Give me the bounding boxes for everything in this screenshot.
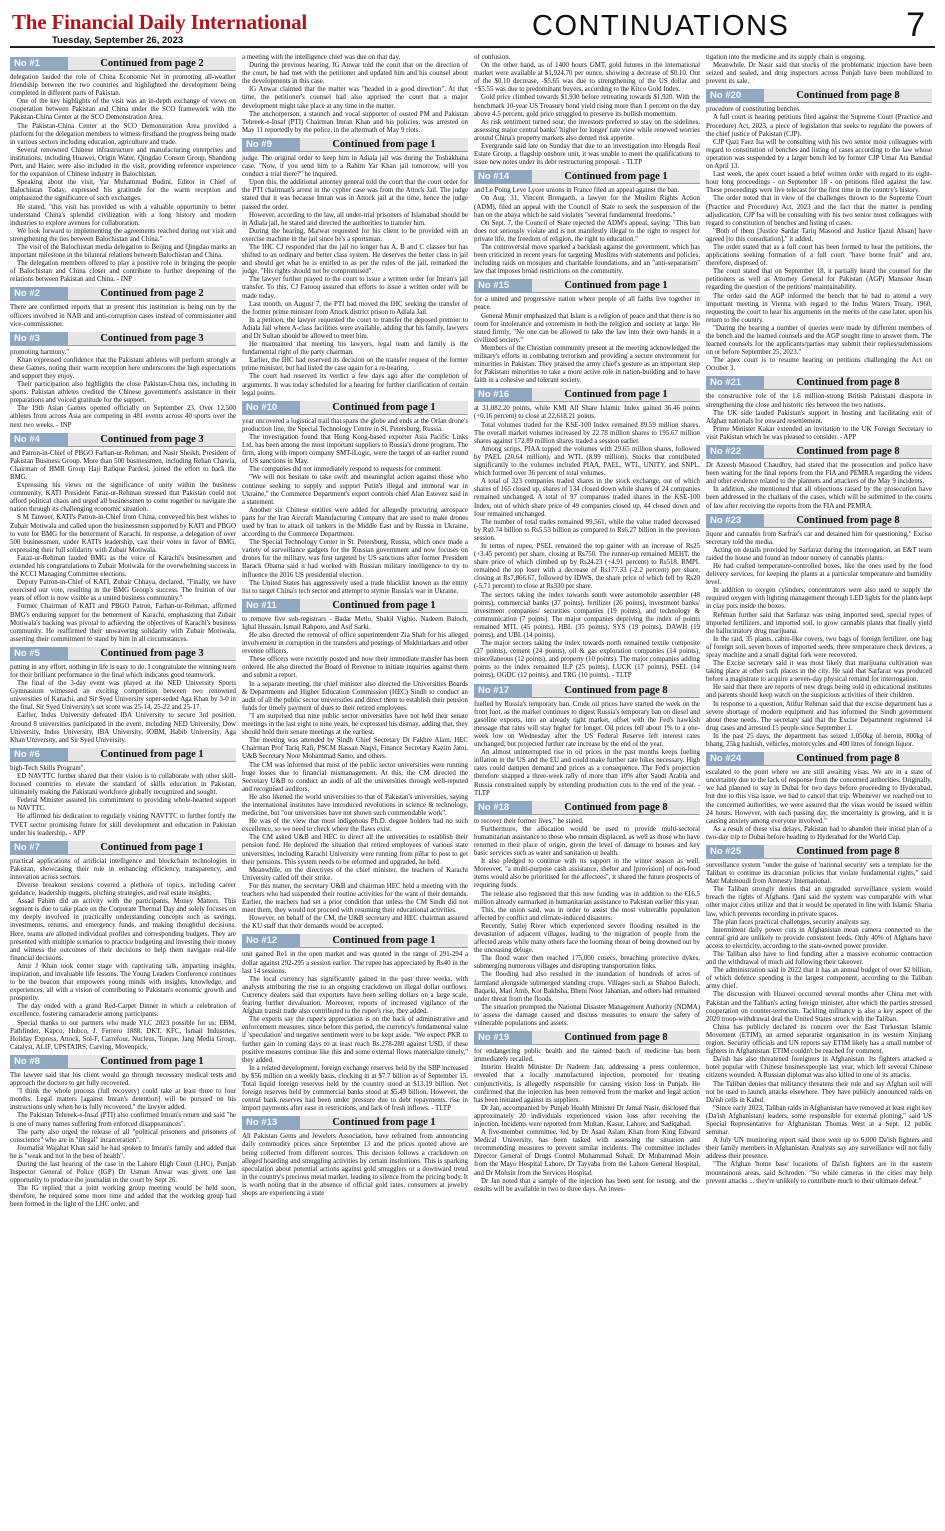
article-paragraph: Recently, Sutlej River which experienced severe flooding resulted in the devastation of adjacent villages, leading to the migration of people from the affected areas while many others face the looming threat of being drowned out by the unceasing deluge.	[474, 922, 700, 955]
continued-from-label: Continued from page 1	[68, 1055, 236, 1069]
publication-date: Tuesday, September 26, 2023	[52, 35, 184, 46]
article-paragraph: Among scrips, PIAA topped the volumes with 29.65 million shares, followed by PAEL (20.64 million), and WTL (8.99 million). Stocks that contributed significantly to the volumes included PIAA, PAEL, WTL, UNITY, and SNPL, which formed over 36 percent of total volumes.	[474, 445, 700, 478]
article-paragraph: Diverse breakout sessions covered a plethora of topics, including career guidance, leadership nuggets, pitching strategies, and real estate insights.	[10, 881, 236, 898]
article-paragraph: The lawyer said that his client would go through necessary medical tests and approach the doctors to get fully recovered.	[10, 1071, 236, 1088]
article-paragraph: practical applications of artificial intelligence and blockchain technologies in Pakistan, showcasing their role in enhancing efficiency, transparency, and innovation across sectors.	[10, 857, 236, 881]
article-paragraph: Another six Chinese entities were added for allegedly procuring aerospace parts for the Iran Aircraft Manufacturing Company that are used to make drones used by Iran to attack oil tankers in the Middle East and by Russia in Ukraine, according to the Commerce Department.	[242, 506, 468, 539]
article-number: No #11	[242, 599, 300, 613]
article-paragraph: These officers were recently posted and now their immediate transfer has been ordered. He also directed the Board of Revenue to initiate inquiries against them and submit a report.	[242, 656, 468, 680]
article-number: No #24	[706, 752, 764, 766]
article-number: No #8	[10, 1055, 68, 1069]
article-paragraph: He said that there are reports of new drugs being sold in educational institutes and parents should keep watch on the suspicious activities of their children.	[706, 684, 932, 700]
continued-from-label: Continued from page 8	[764, 752, 932, 766]
article-paragraph: The CM asked U&B and HEC to direct all the universities to establish their pension fund. He deplored the situation that retired employees of various state universities, including Karachi University were running from pillar to post to get their pensions. This system needs to be reformed and upgraded, he held.	[242, 834, 468, 866]
article-paragraph: The major sectors taking the index towards north remained textile composite (27 points), cement (24 points), oil & gas exploration companies (14 points), miscellaneous (12 points), and property (10 points). The major companies adding points to the index remained ILP (25 points), LUCK (17 points), PSEL (14 points), OGDC (12 points), and TRG (10 points). - TLTP	[474, 640, 700, 680]
article-number: No #9	[242, 138, 300, 152]
article-number: No #25	[706, 845, 764, 859]
continuation-header	[474, 388, 700, 402]
continuation-header	[474, 1031, 700, 1045]
article-paragraph: During the hearing, Marwat requested for his client to be provided with an exercise machine in the jail since he's a sportsman.	[242, 227, 468, 243]
continuation-header	[242, 138, 468, 152]
article-paragraph: and Le Poing Leve Lycee unions in France filed an appeal against the ban.	[474, 187, 680, 195]
article-paragraph: of confusion.	[474, 54, 511, 61]
article-number: No #3	[10, 332, 68, 346]
article-paragraph: escalated to the point where we are still awaiting visas. We are in a state of uncertainty due to the lack of response from the concerned authorities. Originally, we had planned to stay in Dubai for two days before proceeding to Hyderabad, but due to this visa issue, we had to cancel that trip. Whenever we reached out to the concerned authorities, we were assured that the visas would be issued within 24 hours. However, with each passing day, the uncertainty is growing, and it is causing anxiety among everyone involved."	[706, 769, 932, 825]
article-paragraph: The party also urged the release of all "political prisoners and prisoners of conscience" who are in "illegal" incarceration".	[10, 1128, 236, 1144]
article-paragraph: Last week, the apex court issued a brief written order with regard to its eight-hour long proceedings - on September 18 - on petitions filed against the law. These proceedings were live telecast for the first time in the country's history.	[706, 171, 932, 195]
article	[10, 332, 236, 430]
article-paragraph: "The Afghan 'home base' locations of Da'ish fighters are in the eastern mountainous areas, said Schroden. "So while cameras in the cities may help prevent attacks ... they're unlikely to contribute much to their ultimate defeat."	[706, 1161, 932, 1185]
article-paragraph: putting in any effort, nothing in life is easy to do. I congratulate the winning team for their brilliant performance in the final which indicates good teamwork.	[10, 663, 236, 679]
article-paragraph: We look forward to implementing the agreements reached during our visit and strengthening the ties between Balochistan and China."	[10, 227, 236, 243]
page-number: 7	[906, 6, 925, 44]
article	[10, 647, 236, 745]
article-paragraph: Dr Jan noted that a sample of the injection has been sent for testing, and the results will be available in two to three days. An inves-	[474, 1177, 700, 1193]
article	[706, 89, 932, 373]
article-number: No #2	[10, 287, 68, 301]
article-paragraph: CJP Qazi Faez Isa will be consulting with his two senior most colleagues with regard to constitution of benches and listing of cases according to the law whose operation was suspended by a larger bench led by former CJP Umar Ata Bandial on April 13.	[706, 138, 932, 171]
article	[474, 388, 700, 680]
continuation-header	[242, 934, 468, 948]
news-column	[242, 54, 468, 1526]
article-paragraph: General Munir emphasized that Islam is a religion of peace and that there is no room for intolerance and extremism in both the religion and society at large. He stated firmly, "No one can be allowed to take the law into their own hands in a civilized society."	[474, 312, 700, 344]
continuation-header	[242, 1116, 468, 1130]
continuation-header	[706, 514, 932, 528]
article-paragraph: Their participation also highlights the close Pakistan-China ties, including in sports. Pakistan athletes credited the Chinese government's assistance in their preparations and voiced gratitude for the support.	[10, 381, 236, 405]
article-paragraph: Evergrande said late on Sunday that due to an investigation into Hengda Real Estate Group, a flagship onshore unit, it was unable to meet the qualifications to issue new notes under its debt restructuring proposal. - TLTP	[474, 143, 700, 167]
article-paragraph: Interim Health Minister Dr Nadeem Jan, addressing a press conference, revealed that a locally manufactured injection, promoted for treating conjunctivitis, is allegedly responsible for causing vision loss in Punjab. He confirmed that the injection has been removed from the market and legal action has been initiated against its suppliers.	[474, 1064, 700, 1104]
continuation-header	[10, 332, 236, 346]
article-number: No #6	[10, 748, 68, 762]
article-paragraph: The sectors taking the index towards south were automobile assembler (48 points), commercial banks (37 points), fertilizer (26 points), investment banks/ investment companies/ securities companies (19 points), and technology & communication (7 points). The major companies depriving the index of points remained MTL (45 points), HBL (35 points), SYS (19 points), DAWH (19 points), and UBL (14 points).	[474, 591, 700, 639]
article-paragraph: liquor and cannabis from Sarfraz's car and detained him for questioning," Excise secretary told the media.	[706, 530, 932, 546]
continued-from-label: Continued from page 1	[300, 138, 468, 152]
article-paragraph: and Patron-in-Chief of PBGO Farhan-ur-Rehman, and Nasir Sheikh, President of Pakistan Business Group. More than 500 businessmen, including Rehan Chawla, Chairman of HMR Group Haji Rafique Pardesi, joined the effort to back the BMG.	[10, 449, 236, 481]
article-paragraph: The experts say the rupee's appreciation is on the back of administrative and enforcement measures, since before this period, the currency's fundamental value if 'speculation' and negative sentiment were to be kept aside. "We expect PKR to further gain in coming days to at least reach Rs.278-280 against USD, if these positive measures continue like this and some external flows materialize timely," they added.	[242, 1016, 468, 1064]
article-paragraph: The court stated that on September 18, it partially heard the counsel for the petitioners as well as Attorney General for Pakistan (AGP) Mansoor Awan regarding the question of the petitions' maintainability.	[706, 268, 932, 292]
continued-from-label: Continued from page 2	[68, 287, 236, 301]
article-paragraph: The apex court is to resume hearing on petitions challenging the Act on October 3.	[706, 357, 932, 373]
article-paragraph: In the raid, 35 plants, cabin-like covers, two bags of foreign fertilizer, one bag of foreign soil, seven boxes of imported seeds, three temperature check devices, a spray machine and a small digital fork were recovered.	[706, 635, 932, 659]
continuation-header	[706, 89, 932, 103]
article-paragraph: In the past 25 days, the department has seized 1,050kg of heroin, 800kg of bhang, 25kg hashish, vehicles, motorcycles and 400 litres of foreign liquor.	[706, 732, 932, 749]
article-paragraph: Gold price climbed towards $1,930 before retreating towards $1,920. With the benchmark 10-year US Treasury bond yield rising more than 1 percent on the day above 4.5 percent, gold price struggled to preserve its bullish momentum.	[474, 94, 700, 118]
article-paragraph: Amir J Khan took center stage with captivating talk, imparting insights, inspiration, and invaluable life lessons. The Young Leaders Conference continues to be the beacon that empowers young minds with insights, knowledge, and experiences, all with a vision of contributing to Pakistan's economic growth and prosperity.	[10, 962, 236, 1003]
article-number: No #10	[242, 401, 300, 415]
article-columns	[10, 54, 935, 1526]
continued-from-label: Continued from page 1	[532, 388, 700, 402]
article-paragraph: Special thanks to our partners who made YLC 2023 possible for us: EBM, Pathfinder, Kapco, Hubco, J. Ferrero 1888, DKT, KFC, Ismail Industries, Holiday Express, Attock, Sol-F, Carrefour, Nucleus, Torque, Jang Media Group, Catalyst, ALIF, UPSTAIRS, Carving, Movenpick.	[10, 1019, 236, 1051]
article-paragraph: for a united and progressive nation where people of all faiths live together in peace.	[474, 296, 700, 312]
article-paragraph: The number of total trades remained 99,561, while the value traded decreased by Rs0.74 billion to Rs5.53 billion as compared to Rs6.27 billion in the previous session.	[474, 518, 700, 542]
article-paragraph: surveillance system "under the guise of 'national security' sets a template for the Taliban to continue its draconian policies that violate fundamental rights," said Matt Mahmoudi from Amnesty International.	[706, 861, 932, 886]
article-paragraph: for endangering public health and the tainted batch of medicine has been immediately recalled.	[474, 1048, 700, 1064]
article-paragraph: The 19th Asian Games opened officially on September 23. Over 12,500 athletes from across Asia are competing in 481 events across 40 sports over the next two weeks. - INP	[10, 405, 236, 429]
article-paragraph: As risk sentiment turned sour, the investors preferred to stay on the sidelines, assessing major central banks' 'higher for longer' rate view while renewed worries around China's property markets also dented risk appetite.	[474, 118, 700, 142]
continued-from-label: Continued from page 1	[532, 170, 700, 184]
continuation-header	[706, 445, 932, 459]
article-paragraph: He also likened the world universities to that of Pakistan's universities, saying the international institutes have introduced revolutions in science & technology, medicine, but "our universities have not shown such commendable work".	[242, 793, 468, 818]
article-paragraph: The day ended with a grand Red-Carpet Dinner in which a celebration of excellence, fostering camaraderie among participants.	[10, 1003, 236, 1019]
article-paragraph: Deputy Patron-in-Chief of KATI, Zubair Chhaya, declared, "Finally, we have exercised our vote, resulting in the BMG Group's success. The fruition of our years of effort is now visible as a united business community."	[10, 579, 236, 603]
article-paragraph: For this matter, the secretary U&B and chairman HEC held a meeting with the teachers who had suspended their routine activities for the want of their demands. Earlier, the teachers had set a prior condition that unless the CM Sindh did not meet them, they would not proceed with resuming their educational activities.	[242, 882, 468, 915]
article-number: No #1	[10, 57, 68, 71]
article-number: No #18	[474, 801, 532, 815]
article-paragraph: the constructive role of the 1.6 million-strong British Pakistani diaspora in strengthening the close and historic ties between the two nations.	[706, 393, 932, 409]
article-paragraph: The United States has aggressively used a trade blacklist known as the entity list to target China's tech sector and attempt to stymie Russia's war in Ukraine.	[242, 579, 468, 595]
article-paragraph: He affirmed his dedication to regularly visiting NAVTTC to further fortify the TVET sector promising future for skill development and education in Pakistan under his leadership. - APP	[10, 813, 236, 837]
article-paragraph: Members of the Christian community present at the meeting acknowledged the military's efforts in combating terrorism and providing a secure environment for minorities in Pakistan. They praised the army chief's gesture as an important step for Pakistani minorities to take a more active role in nation-building and to have faith in a cohesive and tolerant society.	[474, 344, 700, 385]
article-number: No #22	[706, 445, 764, 459]
article-paragraph: A full court is hearing petitions filed against the Supreme Court (Practice and Procedure) Act, 2023, a piece of legislation that seeks to regulate the powers of the chief justice of Pakistan (CJP).	[706, 114, 932, 138]
article-paragraph: The Pakistan Tehreek-e-Insaf (PTI) also confirmed Imran's return and said "he is one of many names suffering from enforced disappearances".	[10, 1112, 236, 1128]
continuation-header	[474, 801, 700, 815]
continuation-header	[474, 279, 700, 293]
continued-from-label: Continued from page 8	[764, 845, 932, 859]
article-number: No #16	[474, 388, 532, 402]
continued-from-label: Continued from page 1	[532, 279, 700, 293]
continuation-header	[706, 752, 932, 766]
article-number: No #17	[474, 684, 532, 698]
continued-from-label: Continued from page 1	[300, 401, 468, 415]
article-paragraph: The anchorperson, a staunch and vocal supporter of ousted PM and Pakistan Tehreek-e-Insaf (PTI) Chairman Imran Khan and his policies, was arrested on May 11 reportedly by the police, in the aftermath of May 9 riots.	[242, 110, 468, 134]
article	[10, 57, 236, 284]
article-paragraph: All Pakistan Gems and Jewelers Association, have refrained from announcing daily commodity prices since September 13 and the prices quoted above are being collected from different sources. This decision follows a crackdown on alleged hoarding and smuggling activities by certain institutions. This is sparking speculation about potential actions against gold smugglers or a downward trend in the country's precious metal market, leading to silence from the pricing body. It is worth noting that in the absence of official gold rates, consumers at jewelry shops are experiencing a state	[242, 1133, 468, 1197]
article-paragraph: The local currency has significantly gained in the past three weeks, with analysts attributing the rise to an ongoing crackdown on illegal dollar outflows. Currency dealers said that exporters have been selling dollars on a large scale, fearing further devaluation. Moreover, reports of increased vigilance of the Afghan transit trade also contributed to the rupee's rise, they added.	[242, 975, 468, 1016]
continuation-header	[10, 748, 236, 762]
continuation-header	[10, 647, 236, 661]
article-paragraph: He stated, "this visit has provided us with a valuable opportunity to better understand China's splendid civilization with a long history and modern industries to explore avenues for collaboration.	[10, 203, 236, 227]
article-number: No #20	[706, 89, 764, 103]
continuation-header	[10, 57, 236, 71]
article-number: No #5	[10, 647, 68, 661]
article	[706, 376, 932, 442]
article	[474, 684, 700, 798]
article-paragraph: The final of the 3-day event was played at the NED University Sports Gymnasium witnessed an exciting competition between two renowned universities of Karachi, and Sir Syed University super-seded Aga Khan by 3-0 in the final. Sir Syed University's set score was 25-14, 25-22 and 25-17.	[10, 680, 236, 712]
article	[474, 1031, 700, 1194]
article-paragraph: A July UN monitoring report said there were up to 6,000 Da'ish fighters and their family members in Afghanistan. Analysts say any surveillance will not fully address their presence.	[706, 1137, 932, 1161]
article-paragraph: Meanwhile, on the directives of the chief minister, the teachers of Karachi University called off their strike.	[242, 866, 468, 882]
continuation-header	[706, 845, 932, 859]
article-paragraph: A five-member committee, led by Dr Asad Aslam Khan from King Edward Medical University, has been tasked with assessing the situation and recommending measures to prevent similar incidents. The committee includes Director General of Drugs Control Muhammad Sohail, Dr Muhammad Moin from the Mayo Hospital Lahore, Dr Tayyaba from the Lahore General Hospital, and Dr Mohsin from the Services Hospital.	[474, 1129, 700, 1177]
article-paragraph: delegation lauded the role of China Economic Net in promoting all-weather friendship between the two countries and highlighted the development being completed in different parts of Pakistan.	[10, 74, 236, 98]
article-paragraph: The order said the AGP informed the bench that he had to attend a very important meeting in Vienna with regard to the Indus Waters Treaty, 1960, requesting the court to hear his arguments on the merits of the case later, upon his return to the country.	[706, 292, 932, 324]
article-number: No #23	[706, 514, 764, 528]
continued-from-label: Continued from page 2	[68, 57, 236, 71]
article-paragraph: "Since early 2023, Taliban raids in Afghanistan have removed at least eight key (Da'ish Afghanistan) leaders, some responsible for external plotting," said US Special Representative for Afghanistan Thomas West at a Sept. 12 public seminar.	[706, 1104, 932, 1137]
masthead	[10, 6, 935, 48]
article-paragraph: The Taliban strongly denies that an upgraded surveillance system would breach the rights of Afghans. Qani said the system was comparable with what other major cities utilize and that it would be operated in line with Islamic Sharia law, which prevents recording in private spaces.	[706, 886, 932, 918]
section-title: CONTINUATIONS	[532, 10, 790, 42]
article-paragraph: In a petition, the lawyer requested the court to transfer the deposed premier to Adiala Jail where A-class facilities were available, adding that his family, lawyers and Dr Sultan should be allowed to meet him.	[242, 316, 468, 340]
article-paragraph: The UK side lauded Pakistan's support in hosting and facilitating exit of Afghan nationals for onward resettlement.	[706, 409, 932, 425]
article-paragraph: The order stated that as a full court has been formed to hear the petitions, the applications seeking formation of a full court "have borne fruit" and are, therefore, disposed of.	[706, 243, 932, 268]
article-paragraph: However, on behalf of the CM, the U&B secretary and HEC chairman assured the KU staff that their demands would be accepted.	[242, 915, 468, 931]
article	[706, 752, 932, 842]
article-paragraph: Da'ish has also threatened foreigners in Afghanistan. Its fighters attacked a hotel popular with Chinese businesspeople last year, which left several Chinese citizens wounded. A Russian diplomat was also killed in one of its attacks.	[706, 1056, 932, 1080]
continuation-header	[10, 1055, 236, 1069]
article-paragraph: The situation prompted the National Disaster Management Authority (NDMA) to assess the damage caused and discuss measures to ensure the safety of vulnerable populations and assets.	[474, 1003, 700, 1028]
article	[474, 279, 700, 385]
article-paragraph: "I think the whole process (full recovery) could take at least three to four months. Legal matters [against Imran's detention] will be pursued on his instructions only when he is fully recovered," the lawyer added.	[10, 1088, 236, 1112]
article-number: No #14	[474, 170, 532, 184]
continued-from-label: Continued from page 8	[532, 684, 700, 698]
article-paragraph: year uncovered a logistical trail that spans the globe and ends at the Orlan drone's production line, the Special Technology Centre in St. Petersburg, Russia.	[242, 417, 468, 433]
article-paragraph: "Both of them [Justice Sardar Tariq Masood and Justice Ijazul Ahsan] have agreed [to this consultation]," it added.	[706, 227, 932, 243]
continued-from-label: Continued from page 3	[68, 332, 236, 346]
article-paragraph: China has publicly declared its concern over the East Turkestan Islamic Movement (ETIM), an armed separatist organisation in its western Xinjiang region. Security officials and UN reports say ETIM likely has a small number of fighters in Afghanistan. ETIM couldn't be reached for comment.	[706, 1023, 932, 1056]
continued-from-label: Continued from page 8	[764, 514, 932, 528]
article-paragraph: promoting harmony."	[10, 348, 70, 356]
article	[242, 599, 468, 932]
article-paragraph: The investigation found that Hong Kong-based exporter Asia Pacific Links Ltd. has been among the most important suppliers to Russia's drone program. The firm, along with import company SMT-iLogic, were the target of an earlier round of US sanctions in May.	[242, 433, 468, 466]
article	[474, 170, 700, 276]
article	[474, 801, 700, 1028]
article-paragraph: The flooding had also resulted in the inundation of hundreds of acres of farmland alongside submerged standing crops. Villages such as Shahoo Baloch, Baqarki, Mari Amb, Kot Bakhsha, Bheni Noor Jahanian, and others had remained under threat from the floods.	[474, 971, 700, 1003]
article-number: No #21	[706, 376, 764, 390]
news-column	[10, 54, 236, 1526]
article-paragraph: A total of 323 companies traded shares in the stock exchange, out of which shares of 165 closed up, shares of 134 closed down while shares of 24 companies remained unchanged. A total of 97 companies traded shares in the KSE-100 Index, out of which share price of 49 companies closed up, 44 closed down and four remained unchanged.	[474, 478, 700, 518]
article-paragraph: IG Anwar claimed that the matter was "headed in a good direction". At that time, the petitioner's counsel had also apprised the court that a major development might take place at any time in the matter.	[242, 86, 468, 110]
article-paragraph: ED NAVTTC further shared that their vision is to collaborate with other skill-focused countries to elevate the standard of skills education in Pakistan, ultimately making the Pakistani workforce globally recognized and sought.	[10, 772, 236, 797]
continuation-header	[10, 841, 236, 855]
article-number: No #4	[10, 433, 68, 447]
article	[242, 54, 468, 135]
article-paragraph: In addition to oxygen cylinders, concentrators were also used to supply the required oxygen with lighting management through LED lights for the plants kept in clay pots inside the boxes.	[706, 587, 932, 611]
article-number: No #13	[242, 1116, 300, 1130]
article-paragraph: Dr Jan, accompanied by Punjab Health Minister Dr Jamal Nasir, disclosed that approximately 20 individuals experienced vision loss after receiving the injection. Incidents were reported from Multan, Kasur, Lahore, and Sadiqabad.	[474, 1104, 700, 1128]
article	[10, 287, 236, 328]
news-column	[474, 54, 700, 1526]
article	[706, 54, 932, 86]
article-number: No #15	[474, 279, 532, 293]
article-paragraph: In terms of rupee, PSEL remained the top gainer with an increase of Rs25 (+3.45 percent) per share, closing at Rs750. The runner-up remained MEHT, the share price of which climbed up by Rs24.23 (+4.91 percent) to Rs518. RMPL remained the top loser with a decrease of Rs177.33 (-2.2 percent) per share, closing at Rs7,866.67, followed by IDWS, the share price of which fell by Rs20 (-5.71 percent) to close at Rs330 per share.	[474, 542, 700, 591]
continuation-header	[474, 684, 700, 698]
continued-from-label: Continued from page 3	[68, 647, 236, 661]
article-paragraph: a meeting with the intelligence chief was due on that day.	[242, 54, 401, 61]
article-paragraph: The court had reserved its verdict a few days ago after the completion of arguments. It was today scheduled for a hearing for further clarification of certain legal points.	[242, 373, 468, 397]
article	[10, 748, 236, 838]
article-paragraph: Expressing his views on the significance of unity within the business community, KATI President Faraz-ur-Rehman stressed that Pakistan could not afford political chaos and urged all businessmen to come together to navigate the nation through its challenging economic situation.	[10, 482, 236, 514]
article-paragraph: The Excise secretary said it was most likely that marijuana cultivation was taking place at other such places in the city. He said that Sarfaraz was produced before a magistrate to acquire a seven-day physical remand for interrogation.	[706, 660, 932, 684]
article-paragraph: Intermittent daily power cuts in Afghanistan mean camera connected to the central grid are unlikely to provide consistent feeds. Only 40% of Afghans have access to electricity, according to the state-owned power provider.	[706, 926, 932, 950]
article-paragraph: Federal Minister assured his commitment to providing whole-hearted support to NAVTTC.	[10, 797, 236, 813]
article-paragraph: The plan faces practical challenges, security analysts say.	[713, 918, 871, 926]
newspaper-title: The Financial Daily International	[12, 10, 308, 34]
article-paragraph: The CM was informed that most of the public sector universities were running huge losses due to financial mismanagement. At this, the CM directed the Secretary U&B to conduct an audit of all the universities through well-reputed and recognised auditors.	[242, 761, 468, 793]
article-paragraph: The order noted that in view of the challenges thrown to the Supreme Court (Practice and Procedure) Act, 2023 and the fact that the matter is pending adjudication, CJP Isa will be consulting with his two senior most colleagues with regard to constitution of benches and listing of cases.	[706, 195, 932, 227]
article-paragraph: "During the hearing a number of queries were made by different members of the bench and the learned counsels and the AGP sought time to answer them. The learned counsels for the applicants/parties may submit their replies/submissions on or before September 25, 2023."	[706, 324, 932, 357]
article-paragraph: On the other hand, as of 1400 hours GMT, gold futures in the international market were available at $1,924.70 per ounce, showing a decrease of $0.10. Out of the $0.10 decrease, -$5.65 was due to strengthening of the US dollar and +$5.55 was due to predominant buyers, according to the Kitco Gold Index.	[474, 62, 700, 94]
article-paragraph: The Special Technology Center in St. Petersburg, Russia, which once made a variety of surveillance gadgets for the Russian government and now focuses on drones for the military, was first targeted by US sanctions after former President Barack Obama said it had worked with Russian military intelligence to try to influence the 2016 US presidential election.	[242, 539, 468, 579]
article-paragraph: Dr Azeesh Masood Chaudhry, had stated that the prosecution and police have been waiting for the final reports from the FIA and PEMRA regarding the videos and other evidence related to the planners and attackers of the May 9 incidents.	[706, 462, 932, 486]
article-paragraph: The Taliban denies that militancy threatens their rule and say Afghan soil will not be used to launch attacks elsewhere. They have publicly announced raids on Da'ish cells in Kabul.	[706, 1080, 932, 1104]
continued-from-label: Continued from page 1	[68, 748, 236, 762]
article-paragraph: It also pledged to continue with its support in the winter season as well. Moreover, "a multi-purpose cash assistance, shelter and [provision] of non-food items would also be prioritised for the affectees", it shared the future prospects of requiring funds.	[474, 858, 700, 890]
continued-from-label: Continued from page 3	[68, 433, 236, 447]
article-paragraph: There are confirmed reports that at present this institution is being run by the officers involved in NAB and anti-corruption cases instead of commissioner and vice-commissioner.	[10, 304, 236, 328]
article-number: No #19	[474, 1031, 532, 1045]
article-paragraph: Earlier, Indus University defeated IBA University to secure 3rd position. Around 8 universities participated in the event, including NED University, Dow University, Indus University, IBA University, IOBM, Habib University, Aga Khan University, and Sir Syed University.	[10, 712, 236, 744]
article-number: No #7	[10, 841, 68, 855]
article-paragraph: Earlier, the IHC had reserved its decision on the transfer request of the former prime minister, but had listed the case again for a re-hearing.	[242, 357, 468, 373]
article-paragraph: In a separate meeting, the chief minister also directed the Universities Boards & Departments and Higher Education Commission (HEC) Sindh to conduct an audit of all the public sector universities and direct them to establish their pension funds for timely payment of dues to their retired employees.	[242, 680, 468, 712]
article-paragraph: Faraz-ur-Rehman lauded BMG as the voice of Karachi's businessmen and extended his congratulations to Zubair Motiwala for the overwhelming success in the KCCI Managing Committee elections.	[10, 554, 236, 579]
article-paragraph: fuelled by Russia's temporary ban. Crude oil prices have started the week on the front foot, as the market continues to digest Russia's temporary ban on diesel and gasoline exports, into an already tight market, offset with the Fed's hawkish message that rates will stay higher for longer. Oil prices fell about 1% to a one-week low on Wednesday after the US Federal Reserve left interest rates unchanged, but projected further rate increase by the end of the year.	[474, 700, 700, 749]
article-paragraph: In response to a question, Atifur Rehman said that the excise department has a severe shortage of modern equipment and has informed the Sindh government about these needs. The secretary said that the Excise Department registered 14 drug cases and arrested 15 people since September 1.	[706, 700, 932, 732]
news-column	[706, 54, 932, 1526]
continued-from-label: Continued from page 8	[764, 445, 932, 459]
article-paragraph: However, according to the law, all under-trial prisoners of Islamabad should be in Adiala jail, he stated and directed the authorities to transfer him.	[242, 211, 468, 227]
article	[706, 845, 932, 1186]
article-paragraph: S M Tanveer, KATI's Patron-in-Chief from China, conveyed his best wishes to Zubair Motiwala and called upon the businessmen supported by KATI and PBGO to vote for BMG for the betterment of Karachi. In response, a delegation of over 500 businessmen, under KATI's leadership, cast their votes in favor of BMG, expressing their full solidarity with Zubair Motiwala.	[10, 514, 236, 554]
article-paragraph: at 31,082.20 points, while KMI All Share Islamic Index gained 36.46 points (+0.16 percent) to close at 22,618.21 points.	[474, 405, 700, 421]
article-paragraph: Journalist Wajahat Khan said he had spoken to Imran's family and added that he is "weak and not in the best of health".	[10, 1144, 236, 1160]
article-paragraph: The delegation members offered to play a positive role in bringing the people of Balochistan and China closer and contribute to further deepening of the relations between Pakistan and China. - INP	[10, 260, 236, 284]
article-paragraph: The Taliban also have to find funding after a massive economic contraction and the withdrawal of much aid following their takeover.	[706, 951, 932, 967]
article-paragraph: On Sept. 7, the Council of State rejected the ADM's appeal, saying: "This ban does not seriously violate and is not manifestly illegal to the right to respect for private life, the freedom of religion, the right to education."	[474, 219, 700, 243]
article-paragraph: Speaking about the visit, Yar Muhammad Budini, Editor in Chief of Balochistan Today, expressed his gratitude for the warm reception and emphasized the significance of such exchanges.	[10, 179, 236, 203]
article-paragraph: The IHC CJ responded that the jail no longer has A, B and C classes but has shifted to an ordinary and better class system. He deserves the better class in jail and should get what he is entitled to as per the rules of the jail, remarked the judge. "His rights should not be compromised".	[242, 243, 468, 276]
article	[10, 841, 236, 1052]
continued-from-label: Continued from page 1	[300, 1116, 468, 1130]
article-paragraph: Prime Minister Kakar extended an invitation to the UK Foreign Secretary to visit Pakistan which he was pleased to consider. - APP	[706, 425, 932, 441]
article-paragraph: Total volumes traded for the KSE-100 Index remained 89.59 million shares. The overall market volumes increased by 22.78 million shares to 195.67 million shares against 172.89 million shares traded a session earlier.	[474, 421, 700, 445]
article-paragraph: Acting on details provided by Sarfaraz during the interrogation, an E&T team raided the house and found an indoor nursery of cannabis plants.	[706, 546, 932, 562]
article-paragraph: Meanwhile, Dr Nasir said that stocks of the problematic injection have been seized and sealed, and drug inspectors across Punjab have been mobilized to prevent its sale.	[706, 62, 932, 86]
article-paragraph: During the previous hearing, IG Anwar told the court that on the direction of the court, he had met with the petitioner and updated him and his counsel about the developments in this case.	[242, 62, 468, 86]
article	[242, 138, 468, 398]
article-paragraph: The visit of the Balochistan media delegation to Beijing and Qingdao marks an important milestone in the bilateral relations between Balochistan and China.	[10, 243, 236, 260]
article-paragraph: "We will not hesitate to take swift and meaningful action against those who continue seeking to supply and support Putin's illegal and immoral war in Ukraine," the Commerce Department's export controls chief Alan Estevez said in a statement.	[242, 474, 468, 506]
continuation-header	[10, 433, 236, 447]
article-paragraph: judge. The original order to keep him in Adiala jail was during the Toshakhana case. "Now, if you send him to a Rahim Yar Khan jail tomorrow, will you conduct a trial there?" he inquired.	[242, 154, 468, 179]
article-paragraph: As a result of these visa delays, Pakistan had to abandon their initial plan of a two-day trip to Dubai before heading to Hyderabad for the World Cup.	[706, 825, 932, 841]
article-paragraph: He had crafted temperature-controlled boxes, like the ones used by the food delivery services, for keeping the plants at a particular temperature and humidity level.	[706, 562, 932, 587]
article-paragraph: The companies did not immediately respond to requests for comment.	[249, 466, 442, 474]
article-paragraph: During the last hearing of the case in the Lahore High Court (LHC), Punjab Inspector General of Police (IGP) Dr Usman Anwar was given one last opportunity to produce the journalist in the court by Sept 26.	[10, 1160, 236, 1185]
article-paragraph: An almost uninterrupted rise in oil prices in the past months keeps fueling inflation in the US and the EU and could make further rate hikes necessary. High rates could dampen demand and prices as a consequence. The Fed's projection therefore snapped a three-week rally of more than 10% after Saudi Arabia and Russia constrained supply by extending production cuts to the end of the year. - TLTP	[474, 749, 700, 797]
article	[10, 433, 236, 644]
article	[242, 401, 468, 596]
article-paragraph: The lawyer further prayed to the court to issue a written order for Imran's jail transfer. To this, CJ Farooq assured that efforts to issue a written order will be made today.	[242, 276, 468, 300]
article-paragraph: One of the key highlights of the visit was an in-depth exchange of views on cooperation between Pakistan and China under the SCO framework with the Pakistan-China Center at the SCO Demonstration Area.	[10, 98, 236, 122]
continued-from-label: Continued from page 8	[764, 376, 932, 390]
article-paragraph: Former Chairman of KATI and PBGO Patron, Farhan-ur-Rehman, affirmed BMG's enduring support for the betterment of Karachi, emphasizing that Zubair Motiwala's backing was pivotal to achieving the objectives of Karachi's business community. He reaffirmed their unwavering solidarity with Zubair Motiwala, asserting their commitment to stand by him in all circumstances.	[10, 603, 236, 643]
article	[706, 445, 932, 511]
article-paragraph: tigation into the medicine and its supply chain is ongoing.	[706, 54, 866, 61]
article-paragraph: procedure of constituting benches.	[706, 106, 801, 114]
article-paragraph: Upon this, the additional attorney general told the court that the court order for the PTI chairman's arrest in the cypher case was from the Attock Jail. The judge stated that it was because Imran was in Attock jail at the time, hence the judge passed the order.	[242, 179, 468, 211]
article-paragraph: Rehman further said that Sarfaraz was using imported seed, special types of imported fertilizers, and imported soil, to grow cannabis plants that finally yield the hallucinatory drug marijuana.	[706, 611, 932, 635]
article-paragraph: unit gained Re1 in the open market and was quoted in the range of 291-294 a dollar against 292-295 a session earlier. The rupee has appreciated by Rs40 in the last 14 sessions.	[242, 951, 468, 975]
continued-from-label: Continued from page 8	[532, 1031, 700, 1045]
article-paragraph: to remove five sub-registrars - Badar Metlo, Shakil Vighio, Nadeem Baloch, Iqbal Hussain, Ismail Rahpoto, and Asif Sarki.	[242, 615, 468, 631]
continuation-header	[242, 401, 468, 415]
article	[474, 54, 700, 167]
article-paragraph: The administration said in 2022 that it has an annual budget of over $2 billion, of which defence spending is the largest component, according to the Taliban army chief.	[706, 967, 932, 991]
article-paragraph: This, the union said, was in order to assist the most vulnerable population affected by conflict and climate-induced disasters.	[474, 906, 700, 922]
article-paragraph: The IG replied that a joint working group meeting would be held soon, therefore, he required some more time and added that the working group had been formed in the light of the LHC order, and	[10, 1185, 236, 1209]
article-paragraph: The controversial move sparked a backlash against the government, which has been criticized in recent years for targeting Muslims with statements and policies, including raids on mosques and charitable foundations, and an "anti-separatism" law that imposes broad restrictions on the community.	[474, 243, 700, 276]
article-paragraph: He also directed the removal of office superintendent Zia Shah for his alleged involvement in corruption in the transfers and postings of Mukhtiarkars and other revenue officers.	[242, 632, 468, 656]
article-paragraph: In addition, she mentioned that all objections raised by the prosecution have been addressed in the challans of the cases, which will be submitted to the courts of law after receiving the reports from the FIA and PEMRA.	[706, 486, 932, 510]
article	[706, 514, 932, 750]
article-paragraph: Assad Fahim did an activity with the participants, Money Matters. This segment is due to take place on the Corporate Thermal Day and solely focuses on my deeply involved in practically understanding concepts such as savings, investments, returns, and emergency funds, and making thoughtful decisions. Here, teams are allotted individual profiles and corresponding budgets. They are presented with multiple scenarios to practice budgeting and investing their money and witness the outcomes of their decisions to help them navigate real-life financial decisions.	[10, 898, 236, 962]
continuation-header	[242, 599, 468, 613]
article-paragraph: On Aug. 31, Vincent Brengarth, a lawyer for the Muslim Rights Action (ADM), filed an appeal with the Council of State to seek the suspension of the ban on the abaya which he said violates "several fundamental freedoms."	[474, 195, 700, 219]
article	[242, 934, 468, 1113]
article-paragraph: The flood water then reached 175,000 cusecs, breaching protective dykes, submerging numerous villages and disrupting transportation links.	[474, 955, 700, 971]
article-paragraph: He maintained that meeting his lawyers, legal team and family is the fundamental right of the party chairman.	[242, 341, 468, 357]
continued-from-label: Continued from page 8	[532, 801, 700, 815]
article-paragraph: The release also registered that this new funding was in addition to the €16.5 million already earmarked in humanitarian assistance to Pakistan earlier this year.	[474, 890, 700, 906]
article-paragraph: The discussion with Huawei occurred several months after China met with Pakistan and the Taliban's acting foreign minister, after which the parties stressed cooperation on counter-terrorism. Tackling militancy is also a key aspect of the 2020 troop-withdrawal deal the United States struck with the Taliban.	[706, 991, 932, 1023]
continuation-header	[10, 287, 236, 301]
article-paragraph: The meeting was attended by Sindh Chief Secretary Dr Fakhre Alam, HEC Chairman Prof Tariq Rafi, PSCM Hassan Naqvi, Finance Secretary Kazim Jatoi, U&B Secretary Noor Mohammad Samo, and others.	[242, 737, 468, 761]
article-paragraph: high-Tech Skills Program".	[10, 764, 86, 772]
article-paragraph: to recover their former lives," he stated.	[474, 817, 584, 825]
article-paragraph: "I am surprised that nine public sector universities have not held their senate meetings in the last eight to nine years, he expressed his dismay, adding that, they should hold their senate meetings at the earliest.	[242, 712, 468, 737]
article-paragraph: Khan expressed confidence that the Pakistani athletes will perform strongly at these Games, noting their warm reception here underscores the high expectations and support they enjoy.	[10, 356, 236, 380]
continued-from-label: Continued from page 1	[300, 934, 468, 948]
continuation-header	[474, 170, 700, 184]
article-paragraph: The Pakistan-China Center at the SCO Demonstration Area provided a platform for the delegation members to witness firsthand the progress being made in various sectors including education, agriculture and trade.	[10, 122, 236, 146]
article-paragraph: Several renowned Chinese infrastructure and manufacturing enterprises and institutions, including Huawei, Origin Water, Qingdao Conson Group, Shandong Port, and Haier, were also included in the visit, providing reference experience for the expansion of Chinese industry in Balochistan.	[10, 146, 236, 179]
article-number: No #12	[242, 934, 300, 948]
article-paragraph: In a related development, foreign exchange reserves held by the SBP increased by $56 million on a weekly basis, clocking in at $7.7 billion as of September 15. Total liquid foreign reserves held by the country stood at $13.19 billion. Net foreign reserves held by commercial banks stood at $5.49 billion. However, the central bank reserves had been under pressure due to debt repayments, rise in import payments after ease in restrictions, and lack of fresh inflows. - TLTP	[242, 1064, 468, 1113]
continued-from-label: Continued from page 1	[300, 599, 468, 613]
article-paragraph: He was of the view that most indigenous Ph.D. degree holders had no such excellence, so we need to check where the flaws exist.	[242, 818, 468, 834]
continued-from-label: Continued from page 8	[764, 89, 932, 103]
article-paragraph: Furthermore, the allocation would be used to provide multi-sectoral humanitarian assistance to those who remain displaced, as well as those who have returned to their place of origin, given the level of damage to houses and key basic services such as water and sanitation or health.	[474, 825, 700, 858]
continuation-header	[706, 376, 932, 390]
article	[242, 1116, 468, 1198]
article	[10, 1055, 236, 1210]
article-paragraph: Last month, on August 7, the PTI had moved the IHC seeking the transfer of the former prime minister from Attock district prison to Adiala Jail.	[242, 300, 468, 316]
continued-from-label: Continued from page 1	[68, 841, 236, 855]
